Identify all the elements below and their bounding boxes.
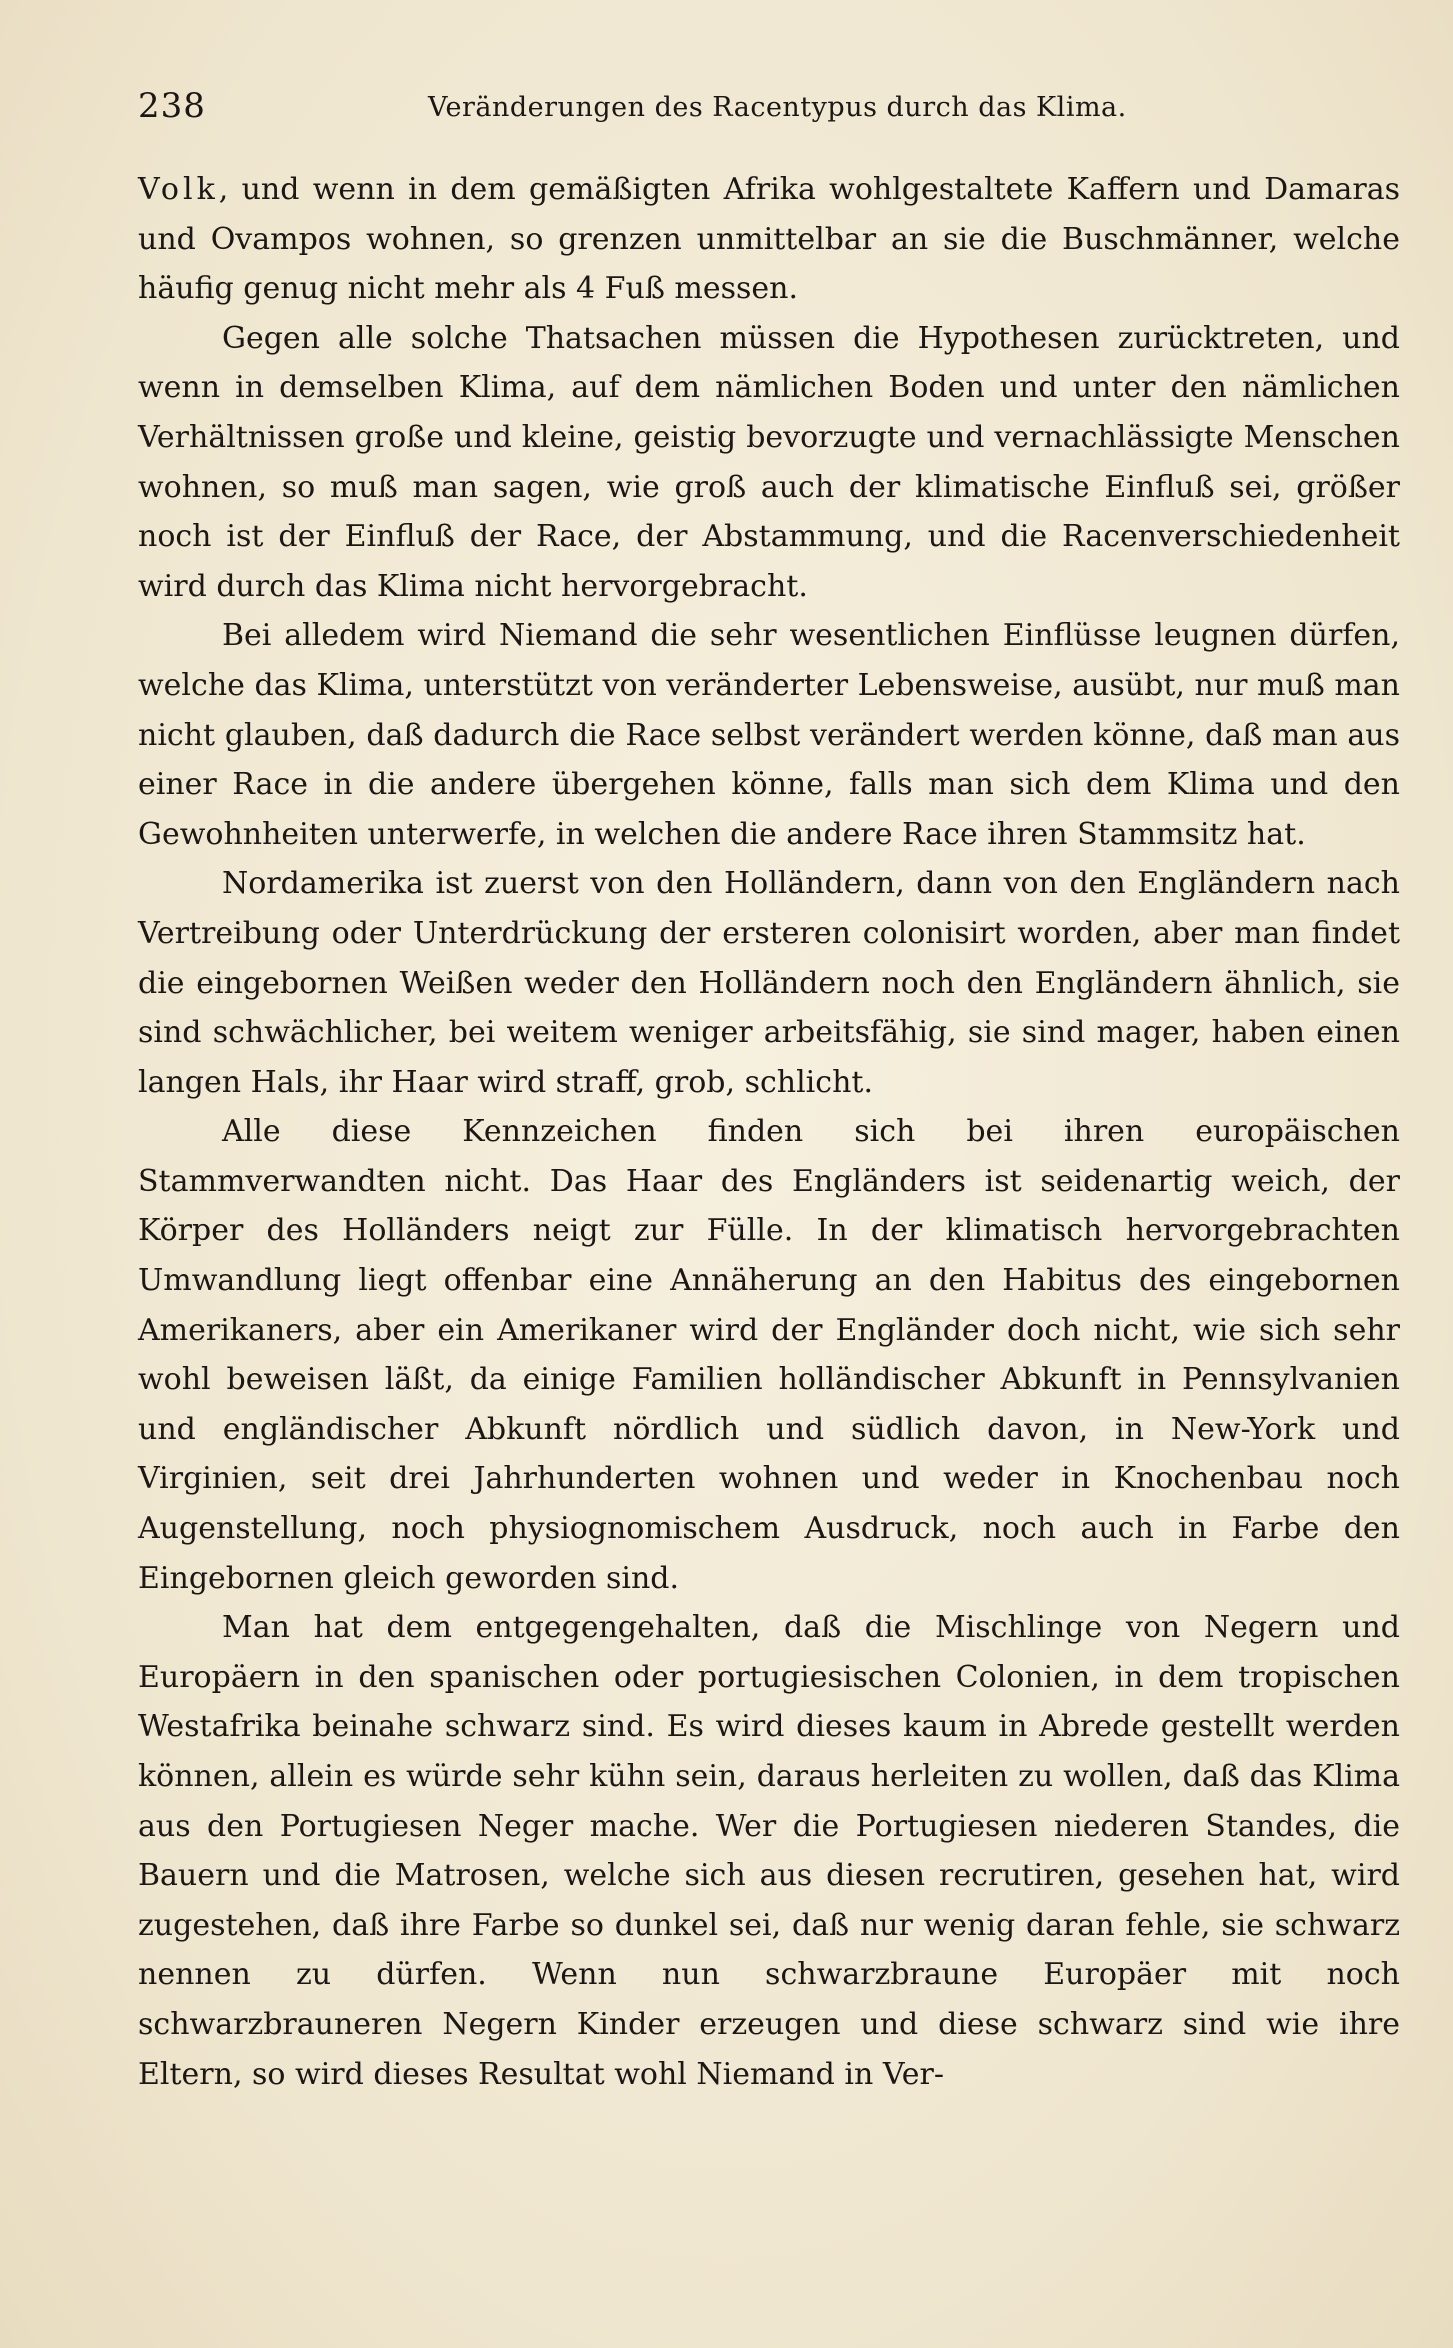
paragraph-1	[138, 165, 1400, 314]
paragraph-2: Gegen alle solche Thatsachen müssen die Hypothesen zurücktreten, und wenn in demselben Klima, auf dem nämlichen Boden und unter den nämlichen Verhältnissen große und kleine, geistig bevorzugte und vernachlässigte Menschen wohnen, so muß man sagen, wie groß auch der klimatische Einfluß sei, größer noch ist der Einfluß der Race, der Abstammung, und die Racenverschiedenheit wird durch das Klima nicht hervorgebracht.	[138, 320, 1400, 604]
paragraph-1-lead-word: Volk	[138, 172, 219, 207]
paragraph-5: Alle diese Kennzeichen finden sich bei ihren europäischen Stammverwandten nicht. Das Haar des Engländers ist seidenartig weich, der Körper des Holländers neigt zur Fülle. In der klimatisch hervorgebrachten Umwandlung liegt offenbar eine Annäherung an den Habitus des eingebornen Amerikaners, aber ein Amerikaner wird der Engländer doch nicht, wie sich sehr wohl beweisen läßt, da einige Familien holländischer Abkunft in Pennsylvanien und engländischer Abkunft nördlich und südlich davon, in New-York und Virginien, seit drei Jahrhunderten wohnen und weder in Knochenbau noch Augenstellung, noch physiognomischem Ausdruck, noch auch in Farbe den Eingebornen gleich geworden sind.	[138, 1114, 1400, 1596]
paragraph-4: Nordamerika ist zuerst von den Holländern, dann von den Engländern nach Vertreibung oder Unterdrückung der ersteren colonisirt worden, aber man findet die eingebornen Weißen weder den Holländern noch den Engländern ähnlich, sie sind schwächlicher, bei weitem weniger arbeitsfähig, sie sind mager, haben einen langen Hals, ihr Haar wird straff, grob, schlicht.	[138, 866, 1400, 1100]
page-number: 238	[138, 86, 206, 126]
paragraph-3: Bei alledem wird Niemand die sehr wesentlichen Einflüsse leugnen dürfen, welche das Klima, unterstützt von veränderter Lebensweise, ausübt, nur muß man nicht glauben, daß dadurch die Race selbst verändert werden könne, daß man aus einer Race in die andere übergehen könne, falls man sich dem Klima und den Gewohnheiten unterwerfe, in welchen die andere Race ihren Stammsitz hat.	[138, 618, 1400, 852]
paragraph-1-text: , und wenn in dem gemäßigten Afrika wohlgestaltete Kaffern und Damaras und Ovampos wohnen, so grenzen unmittelbar an sie die Buschmänner, welche häufig genug nicht mehr als 4 Fuß messen.	[138, 172, 1400, 307]
paragraph-6: Man hat dem entgegengehalten, daß die Mischlinge von Negern und Europäern in den spanischen oder portugiesischen Colonien, in dem tropischen Westafrika beinahe schwarz sind. Es wird dieses kaum in Abrede gestellt werden können, allein es würde sehr kühn sein, daraus herleiten zu wollen, daß das Klima aus den Portugiesen Neger mache. Wer die Portugiesen niederen Standes, die Bauern und die Matrosen, welche sich aus diesen recrutiren, gesehen hat, wird zugestehen, daß ihre Farbe so dunkel sei, daß nur wenig daran fehle, sie schwarz nennen zu dürfen. Wenn nun schwarzbraune Europäer mit noch schwarzbrauneren Negern Kinder erzeugen und diese schwarz sind wie ihre Eltern, so wird dieses Resultat wohl Niemand in Ver-	[138, 1610, 1400, 2092]
running-head: Veränderungen des Racentypus durch das Klima.	[428, 92, 1127, 123]
page-header	[138, 82, 1408, 132]
body-text	[138, 165, 1400, 2099]
